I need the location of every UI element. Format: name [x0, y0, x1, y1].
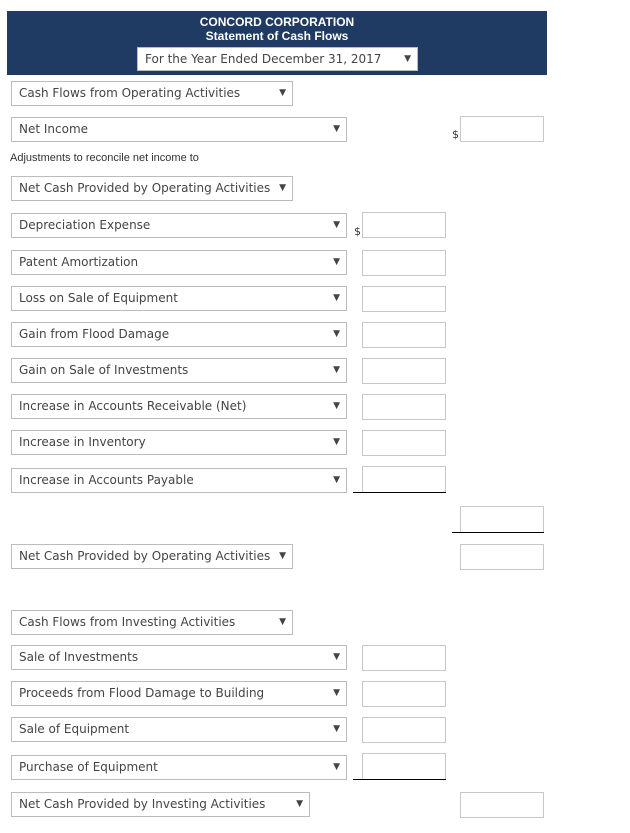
- chevron-down-icon: ▼: [333, 329, 340, 339]
- chevron-down-icon: ▼: [333, 688, 340, 698]
- company-name: CONCORD CORPORATION: [199, 15, 355, 29]
- statement-title: Statement of Cash Flows: [205, 29, 349, 43]
- operating-item-label: Increase in Accounts Receivable (Net): [19, 399, 247, 413]
- net-cash-investing-select[interactable]: [11, 792, 310, 817]
- chevron-down-icon: ▼: [333, 124, 340, 134]
- chevron-down-icon: ▼: [333, 475, 340, 485]
- operating-item-select[interactable]: [11, 468, 347, 493]
- operating-item-amount-input[interactable]: [362, 250, 446, 276]
- subtotal-underline: [353, 779, 446, 780]
- operating-item-amount-input[interactable]: [362, 430, 446, 456]
- operating-item-select[interactable]: [11, 250, 347, 275]
- operating-item-select[interactable]: [11, 286, 347, 311]
- chevron-down-icon: ▼: [279, 551, 286, 561]
- investing-section-label: Cash Flows from Investing Activities: [19, 615, 236, 629]
- operating-item-select[interactable]: [11, 430, 347, 455]
- chevron-down-icon: ▼: [333, 220, 340, 230]
- investing-item-label: Proceeds from Flood Damage to Building: [19, 686, 265, 700]
- adjustments-text: Adjustments to reconcile net income to: [10, 152, 199, 164]
- investing-item-label: Sale of Equipment: [19, 722, 130, 736]
- total-adjustments-input[interactable]: [460, 506, 544, 532]
- operating-item-amount-input[interactable]: [362, 212, 446, 238]
- statement-header: [7, 11, 547, 75]
- operating-item-amount-input[interactable]: [362, 394, 446, 420]
- chevron-down-icon: ▼: [279, 183, 286, 193]
- operating-item-label: Gain on Sale of Investments: [19, 363, 189, 377]
- investing-item-amount-input[interactable]: [362, 645, 446, 671]
- subtotal-underline: [353, 492, 446, 493]
- investing-item-select[interactable]: [11, 755, 347, 780]
- chevron-down-icon: ▼: [333, 293, 340, 303]
- net-income-amount-input[interactable]: [460, 116, 544, 142]
- investing-section-select[interactable]: [11, 610, 293, 635]
- investing-item-amount-input[interactable]: [362, 681, 446, 707]
- chevron-down-icon: ▼: [296, 799, 303, 809]
- chevron-down-icon: ▼: [333, 724, 340, 734]
- dollar-sign: $: [354, 225, 361, 238]
- operating-item-label: Increase in Inventory: [19, 435, 146, 449]
- operating-item-select[interactable]: [11, 322, 347, 347]
- net-cash-investing-input[interactable]: [460, 792, 544, 818]
- total-underline: [452, 532, 544, 533]
- net-income-select[interactable]: [11, 117, 347, 142]
- operating-item-select[interactable]: [11, 394, 347, 419]
- adjustments-select-label: Net Cash Provided by Operating Activities: [19, 181, 271, 195]
- investing-item-select[interactable]: [11, 645, 347, 670]
- investing-item-label: Purchase of Equipment: [19, 760, 158, 774]
- operating-item-label: Increase in Accounts Payable: [19, 473, 194, 487]
- operating-item-label: Loss on Sale of Equipment: [19, 291, 178, 305]
- net-cash-investing-label: Net Cash Provided by Investing Activities: [19, 797, 266, 811]
- chevron-down-icon: ▼: [333, 437, 340, 447]
- net-cash-operating-input[interactable]: [460, 544, 544, 570]
- investing-item-label: Sale of Investments: [19, 650, 139, 664]
- operating-item-label: Depreciation Expense: [19, 218, 151, 232]
- chevron-down-icon: ▼: [333, 762, 340, 772]
- operating-item-select[interactable]: [11, 213, 347, 238]
- chevron-down-icon: ▼: [333, 652, 340, 662]
- net-cash-operating-label: Net Cash Provided by Operating Activities: [19, 549, 271, 563]
- net-income-label: Net Income: [19, 122, 89, 136]
- investing-item-amount-input[interactable]: [362, 717, 446, 743]
- operating-item-label: Patent Amortization: [19, 255, 139, 269]
- operating-item-amount-input[interactable]: [362, 322, 446, 348]
- net-cash-operating-select[interactable]: [11, 544, 293, 569]
- investing-item-select[interactable]: [11, 717, 347, 742]
- investing-item-select[interactable]: [11, 681, 347, 706]
- chevron-down-icon: ▼: [333, 365, 340, 375]
- chevron-down-icon: ▼: [333, 257, 340, 267]
- dollar-sign: $: [452, 128, 459, 141]
- adjustments-select[interactable]: [11, 176, 293, 201]
- period-select[interactable]: [137, 47, 418, 71]
- operating-item-select[interactable]: [11, 358, 347, 383]
- operating-item-amount-input[interactable]: [362, 358, 446, 384]
- operating-item-amount-input[interactable]: [362, 286, 446, 312]
- operating-item-label: Gain from Flood Damage: [19, 327, 170, 341]
- investing-item-amount-input[interactable]: [362, 753, 446, 779]
- chevron-down-icon: ▼: [279, 617, 286, 627]
- chevron-down-icon: ▼: [404, 54, 411, 64]
- operating-section-label: Cash Flows from Operating Activities: [19, 86, 241, 100]
- operating-item-amount-input[interactable]: [362, 466, 446, 492]
- chevron-down-icon: ▼: [279, 88, 286, 98]
- operating-section-select[interactable]: [11, 81, 293, 106]
- chevron-down-icon: ▼: [333, 401, 340, 411]
- period-select-value: For the Year Ended December 31, 2017: [145, 52, 382, 66]
